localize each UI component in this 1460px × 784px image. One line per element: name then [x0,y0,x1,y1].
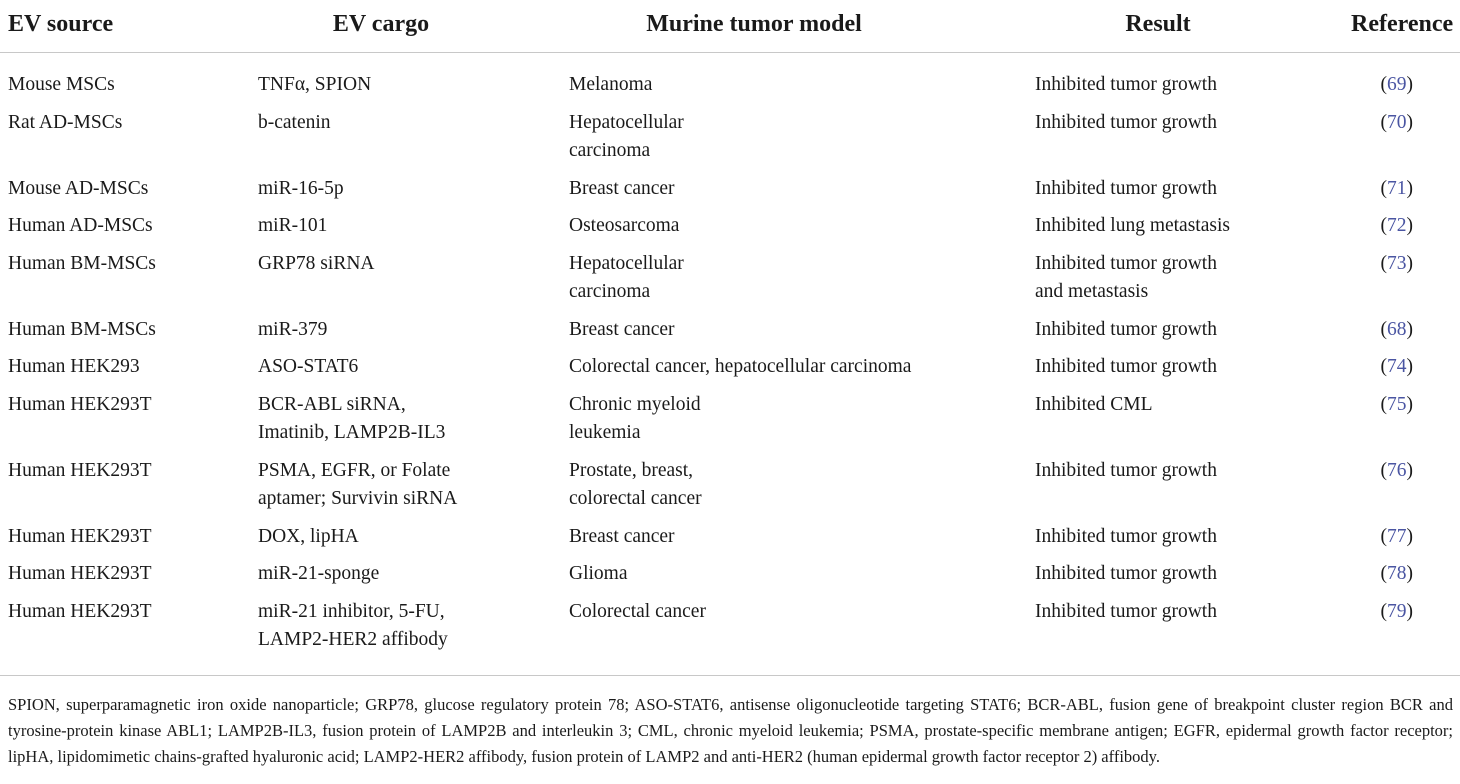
ref-open-paren: ( [1380,356,1387,377]
ref-open-paren: ( [1380,111,1387,133]
tumor-model-cell: Colorectal cancer, hepatocellular carcinoma [569,356,912,377]
tumor-model-cell: Glioma [569,563,628,584]
result-cell: Inhibited tumor growth [1035,318,1217,340]
reference-cell [1351,457,1460,523]
reference-link[interactable]: 68 [1387,318,1407,340]
tumor-model-cell: Melanoma [569,74,653,95]
ev-cargo-cell: b-catenin [258,111,331,133]
ref-open-paren: ( [1380,563,1387,584]
ev-cargo-cell: miR-21 inhibitor, 5-FU, LAMP2-HER2 affibody [258,598,569,676]
reference-cell [1351,250,1460,316]
ref-open-paren: ( [1380,459,1387,481]
ref-open-paren: ( [1380,252,1387,274]
ev-source-cell: Human HEK293 [8,356,140,377]
ref-close-paren: ) [1406,563,1413,584]
reference-cell [1351,316,1460,354]
header-murine-tumor-model: Murine tumor model [569,0,1035,53]
tumor-model-cell: Colorectal cancer [569,598,1035,676]
table-header [0,0,1460,53]
ev-source-cell: Human HEK293T [8,563,152,584]
result-cell: Inhibited CML [1035,393,1153,415]
result-cell: Inhibited tumor growth [1035,177,1217,199]
table-body [0,53,1460,676]
ev-source-cell: Human HEK293T [8,525,152,547]
result-cell: Inhibited lung metastasis [1035,215,1230,236]
ref-close-paren: ) [1406,459,1413,481]
ref-open-paren: ( [1380,215,1387,236]
ref-close-paren: ) [1406,215,1413,236]
header-result: Result [1035,0,1351,53]
reference-cell [1351,53,1460,109]
table-row [0,598,1460,676]
ev-cargo-cell: miR-21-sponge [258,563,380,584]
reference-cell [1351,523,1460,561]
table-row [0,560,1460,598]
result-cell: Inhibited tumor growth [1035,356,1217,377]
ref-close-paren: ) [1406,525,1413,547]
table-row [0,175,1460,213]
tumor-model-cell: Chronic myeloid leukemia [569,393,701,443]
reference-cell [1351,175,1460,213]
reference-link[interactable]: 77 [1387,525,1407,547]
reference-cell [1351,391,1460,457]
ev-cargo-cell: miR-379 [258,318,328,340]
ev-source-cell: Rat AD-MSCs [8,111,123,133]
tumor-model-cell: Breast cancer [569,525,675,547]
ev-cargo-cell: DOX, lipHA [258,525,359,547]
ev-cargo-cell: ASO-STAT6 [258,356,359,377]
reference-cell [1351,212,1460,250]
ev-source-cell: Human BM-MSCs [8,318,156,340]
ref-close-paren: ) [1406,252,1413,274]
ref-open-paren: ( [1380,600,1387,622]
reference-link[interactable]: 70 [1387,111,1407,133]
result-cell: Inhibited tumor growth [1035,598,1351,676]
ev-source-cell: Human BM-MSCs [8,252,156,274]
ref-open-paren: ( [1380,318,1387,340]
ev-cargo-cell: miR-101 [258,215,328,236]
ev-source-cell: Mouse AD-MSCs [8,177,149,199]
ev-source-cell: Human AD-MSCs [8,215,153,236]
ev-cargo-cell: BCR-ABL siRNA, Imatinib, LAMP2B-IL3 [258,393,446,443]
table-row [0,316,1460,354]
tumor-model-cell: Hepatocellular carcinoma [569,252,684,302]
ev-source-cell: Human HEK293T [8,393,152,415]
ev-cargo-cell: GRP78 siRNA [258,252,375,274]
ev-source-cell: Human HEK293T [8,459,152,481]
ev-cargo-cell: TNFα, SPION [258,74,372,95]
reference-link[interactable]: 79 [1387,600,1407,622]
tumor-model-cell: Prostate, breast, colorectal cancer [569,459,702,509]
header-ev-source: EV source [0,0,258,53]
reference-link[interactable]: 78 [1387,563,1407,584]
ref-open-paren: ( [1380,177,1387,199]
header-reference: Reference [1351,0,1460,53]
table-footnote: SPION, superparamagnetic iron oxide nanoparticle; GRP78, glucose regulatory protein 78; ASO-STAT6, antisense oligonucleotide targeting STAT6; BCR-ABL, fusion gene of breakpoint cluster region BCR and tyrosine-protein kinase ABL1; LAMP2B-IL3, fusion protein of LAMP2B and interleukin 3; CML, chronic myeloid leukemia; PSMA, prostate-specific membrane antigen; EGFR, epidermal growth factor receptor; lipHA, lipidomimetic chains-grafted hyaluronic acid; LAMP2-HER2 affibody, fusion protein of LAMP2 and anti-HER2 (human epidermal growth factor receptor 2) affibody. [8,694,1453,766]
ev-source-cell: Mouse MSCs [8,74,115,95]
table-row [0,523,1460,561]
reference-link[interactable]: 76 [1387,459,1407,481]
reference-link[interactable]: 75 [1387,393,1407,415]
result-cell: Inhibited tumor growth and metastasis [1035,252,1217,302]
reference-link[interactable]: 73 [1387,252,1407,274]
ref-close-paren: ) [1406,393,1413,415]
reference-link[interactable]: 71 [1387,177,1407,199]
table-row [0,353,1460,391]
header-row [0,0,1460,53]
ref-close-paren: ) [1406,318,1413,340]
result-cell: Inhibited tumor growth [1035,563,1217,584]
reference-cell [1351,598,1460,676]
ref-close-paren: ) [1406,111,1413,133]
ref-close-paren: ) [1406,74,1413,95]
result-cell: Inhibited tumor growth [1035,74,1217,95]
ref-open-paren: ( [1380,393,1387,415]
header-ev-cargo: EV cargo [258,0,569,53]
ev-cargo-cell: PSMA, EGFR, or Folate aptamer; Survivin siRNA [258,459,458,509]
tumor-model-cell: Breast cancer [569,177,675,199]
ref-close-paren: ) [1406,356,1413,377]
tumor-model-cell: Osteosarcoma [569,215,680,236]
ev-source-cell: Human HEK293T [0,598,258,676]
reference-link[interactable]: 69 [1387,74,1407,95]
ev-cargo-cell: miR-16-5p [258,177,344,199]
table-row [0,250,1460,316]
table-row [0,391,1460,457]
ref-close-paren: ) [1406,600,1413,622]
table-row [0,109,1460,175]
result-cell: Inhibited tumor growth [1035,459,1217,481]
reference-cell [1351,109,1460,175]
ref-close-paren: ) [1406,177,1413,199]
reference-link[interactable]: 74 [1387,356,1407,377]
table-row [0,457,1460,523]
reference-link[interactable]: 72 [1387,215,1407,236]
reference-cell [1351,560,1460,598]
table-row [0,53,1460,109]
table-row [0,212,1460,250]
result-cell: Inhibited tumor growth [1035,111,1217,133]
tumor-model-cell: Hepatocellular carcinoma [569,111,684,161]
reference-cell [1351,353,1460,391]
ref-open-paren: ( [1380,74,1387,95]
result-cell: Inhibited tumor growth [1035,525,1217,547]
ref-open-paren: ( [1380,525,1387,547]
tumor-model-cell: Breast cancer [569,318,675,340]
